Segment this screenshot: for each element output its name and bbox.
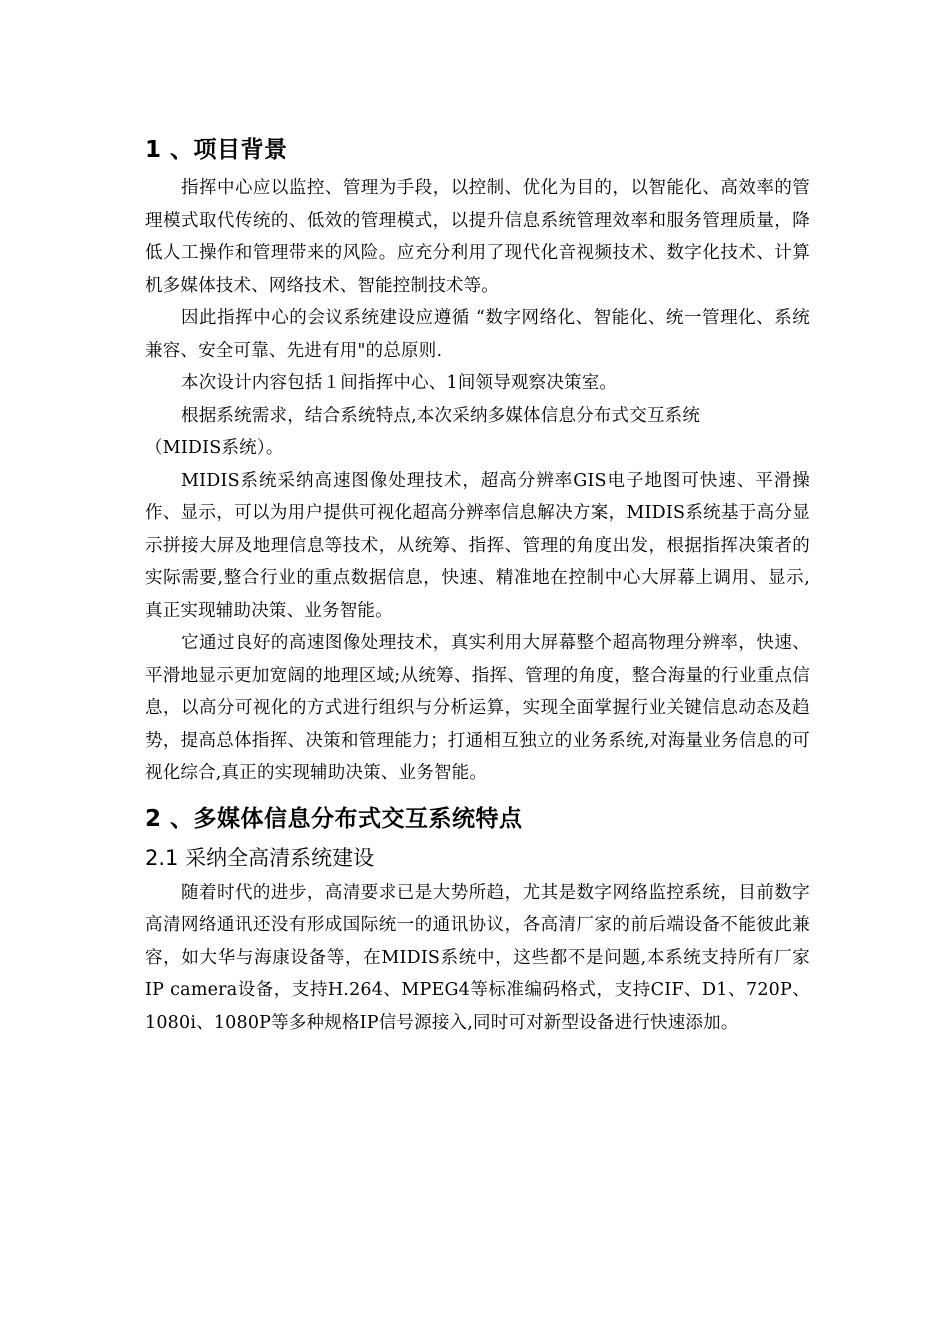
section-1-paragraph-4: 根据系统需求，结合系统特点,本次采纳多媒体信息分布式交互系统 xyxy=(181,405,701,426)
section-1-paragraph-7: 它通过良好的高速图像处理技术，真实利用大屏幕整个超高物理分辨率，快速、平滑地显示更加宽阔的地理区域;从统筹、指挥、管理的角度，整合海量的行业重点信息，以高分可视化的方式进行组织与分析运算，实现全面掌握行业关键信息动态及趋势，提高总体指挥、决策和管理能力；打通相互独立的业务系统,对海量业务信息的可视化综合,真正的实现辅助决策、业务智能。 xyxy=(145,633,810,783)
section-1-paragraph-1: 指挥中心应以监控、管理为手段，以控制、优化为目的，以智能化、高效率的管理模式取代传统的、低效的管理模式，以提升信息系统管理效率和服务管理质量，降低人工操作和管理带来的风险。应充分利用了现代化音视频技术、数字化技术、计算机多媒体技术、网络技术、智能控制技术等。 xyxy=(145,178,810,296)
section-1-heading: 1 、项目背景 xyxy=(145,137,288,163)
section-1-paragraph-3: 本次设计内容包括１间指挥中心、1间领导观察决策室。 xyxy=(181,373,618,393)
document-body xyxy=(145,132,810,1039)
section-1-paragraph-2: 因此指挥中心的会议系统建设应遵循 “数字网络化、智能化、统一管理化、系统兼容、安全可靠、先进有用"的总原则. xyxy=(145,308,810,361)
section-2-heading: 2 、多媒体信息分布式交互系统特点 xyxy=(145,805,523,832)
section-2-1-paragraph: 随着时代的进步，高清要求已是大势所趋，尤其是数字网络监控系统，目前数字高清网络通讯还没有形成国际统一的通讯协议，各高清厂家的前后端设备不能彼此兼容，如大华与海康设备等，在MIDIS系统中，这些都不是问题,本系统支持所有厂家IP camera设备，支持H.264、MPEG4等标准编码格式，支持CIF、D1、720P、1080i、1080P等多种规格IP信号源接入,同时可对新型设备进行快速添加。 xyxy=(145,882,810,1033)
section-1-paragraph-5: （MIDIS系统）。 xyxy=(145,438,284,458)
section-2-1-heading: 2.1 采纳全高清系统建设 xyxy=(145,845,375,870)
section-1-paragraph-6: MIDIS系统采纳高速图像处理技术，超高分辨率GIS电子地图可快速、平滑操作、显示，可以为用户提供可视化超高分辨率信息解决方案，MIDIS系统基于高分显示拼接大屏及地理信息等技术，从统筹、指挥、管理的角度出发，根据指挥决策者的实际需要,整合行业的重点数据信息，快速、精准地在控制中心大屏幕上调用、显示,真正实现辅助决策、业务智能。 xyxy=(145,470,810,621)
